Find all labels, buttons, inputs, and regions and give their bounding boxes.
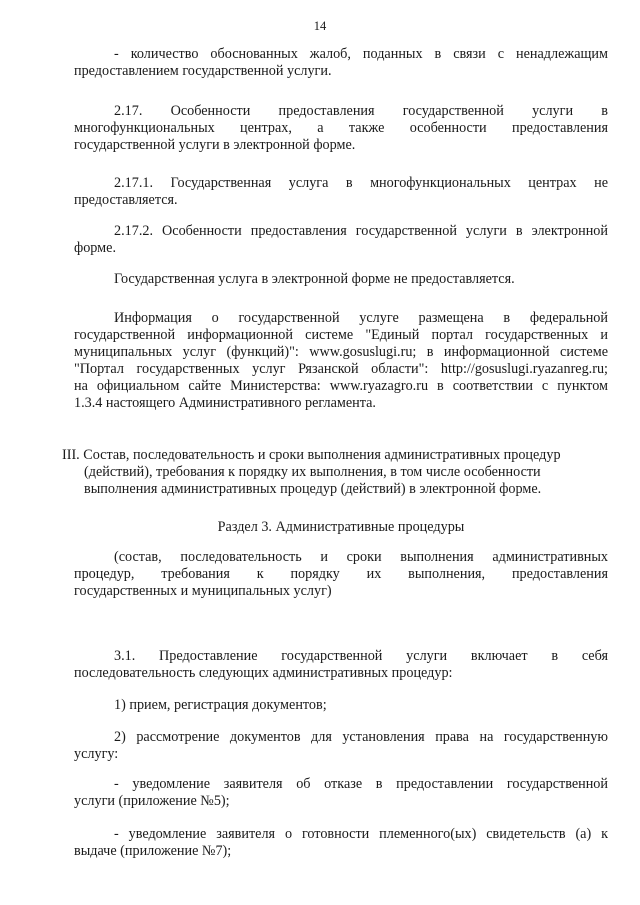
list-item-refusal xyxy=(74,776,608,810)
list-item-2 xyxy=(74,729,608,763)
section-heading-iii xyxy=(62,447,608,498)
text-line: 1) прием, регистрация документов; xyxy=(114,697,327,713)
paragraph-3-1 xyxy=(74,648,608,682)
section-title: Раздел 3. Административные процедуры xyxy=(217,519,465,535)
paragraph-2-17-1 xyxy=(74,175,608,209)
text-line: 1.3.4 настоящего Административного регламента. xyxy=(74,395,376,411)
text-line: "Портал государственных услуг Рязанской области": http://gosuslugi.ryazanreg.ru; xyxy=(74,361,608,377)
text-line: услугу: xyxy=(74,746,119,762)
text-line: процедур, требования к порядку их выполнения, предоставления xyxy=(74,566,608,582)
text-line: 3.1. Предоставление государственной услуги включает в себя xyxy=(114,648,608,664)
paragraph-2-17 xyxy=(74,103,608,154)
text-line: 2.17.2. Особенности предоставления государственной услуги в электронной xyxy=(114,223,608,239)
text-line: (состав, последовательность и сроки выполнения административных xyxy=(114,549,608,565)
text-line: услуги (приложение №5); xyxy=(74,793,230,809)
paragraph-complaints xyxy=(74,46,608,80)
text-line: 2.17.1. Государственная услуга в многофункциональных центрах не xyxy=(114,175,608,191)
text-line: муниципальных услуг (функций)": www.gosuslugi.ru; в информационной системе xyxy=(74,344,608,360)
text-line: последовательность следующих административных процедур: xyxy=(74,665,453,681)
text-line: 2) рассмотрение документов для установления права на государственную xyxy=(114,729,608,745)
list-item-readiness xyxy=(74,826,608,860)
text-line: государственных и муниципальных услуг) xyxy=(74,583,332,599)
text-line: многофункциональных центрах, а также особенности предоставления xyxy=(74,120,608,136)
text-line: - уведомление заявителя об отказе в предоставлении государственной xyxy=(114,776,608,792)
text-line: на официальном сайте Министерства: www.ryazagro.ru в соответствии с пунктом xyxy=(74,378,608,394)
page-number: 14 xyxy=(313,19,327,33)
text-line: предоставляется. xyxy=(74,192,178,208)
paragraph-not-provided xyxy=(74,271,608,288)
paragraph-2-17-2 xyxy=(74,223,608,257)
list-item-1 xyxy=(74,697,608,714)
text-line: Государственная услуга в электронной форме не предоставляется. xyxy=(114,271,515,287)
paragraph-information xyxy=(74,310,608,412)
text-line: государственной информационной системе "Единый портал государственных и xyxy=(74,327,608,343)
heading-line: выполнения административных процедур (действий) в электронной форме. xyxy=(84,481,542,497)
text-line: - количество обоснованных жалоб, поданных в связи с ненадлежащим xyxy=(114,46,608,62)
text-line: Информация о государственной услуге размещена в федеральной xyxy=(114,310,608,326)
text-line: форме. xyxy=(74,240,116,256)
text-line: предоставлением государственной услуги. xyxy=(74,63,332,79)
paragraph-composition xyxy=(74,549,608,600)
heading-line: III. Состав, последовательность и сроки выполнения административных процедур xyxy=(62,447,561,463)
heading-line: (действий), требования к порядку их выполнения, в том числе особенности xyxy=(84,464,541,480)
text-line: выдаче (приложение №7); xyxy=(74,843,232,859)
text-line: - уведомление заявителя о готовности племенного(ых) свидетельств (а) к xyxy=(114,826,608,842)
text-line: 2.17. Особенности предоставления государственной услуги в xyxy=(114,103,608,119)
text-line: государственной услуги в электронной форме. xyxy=(74,137,356,153)
